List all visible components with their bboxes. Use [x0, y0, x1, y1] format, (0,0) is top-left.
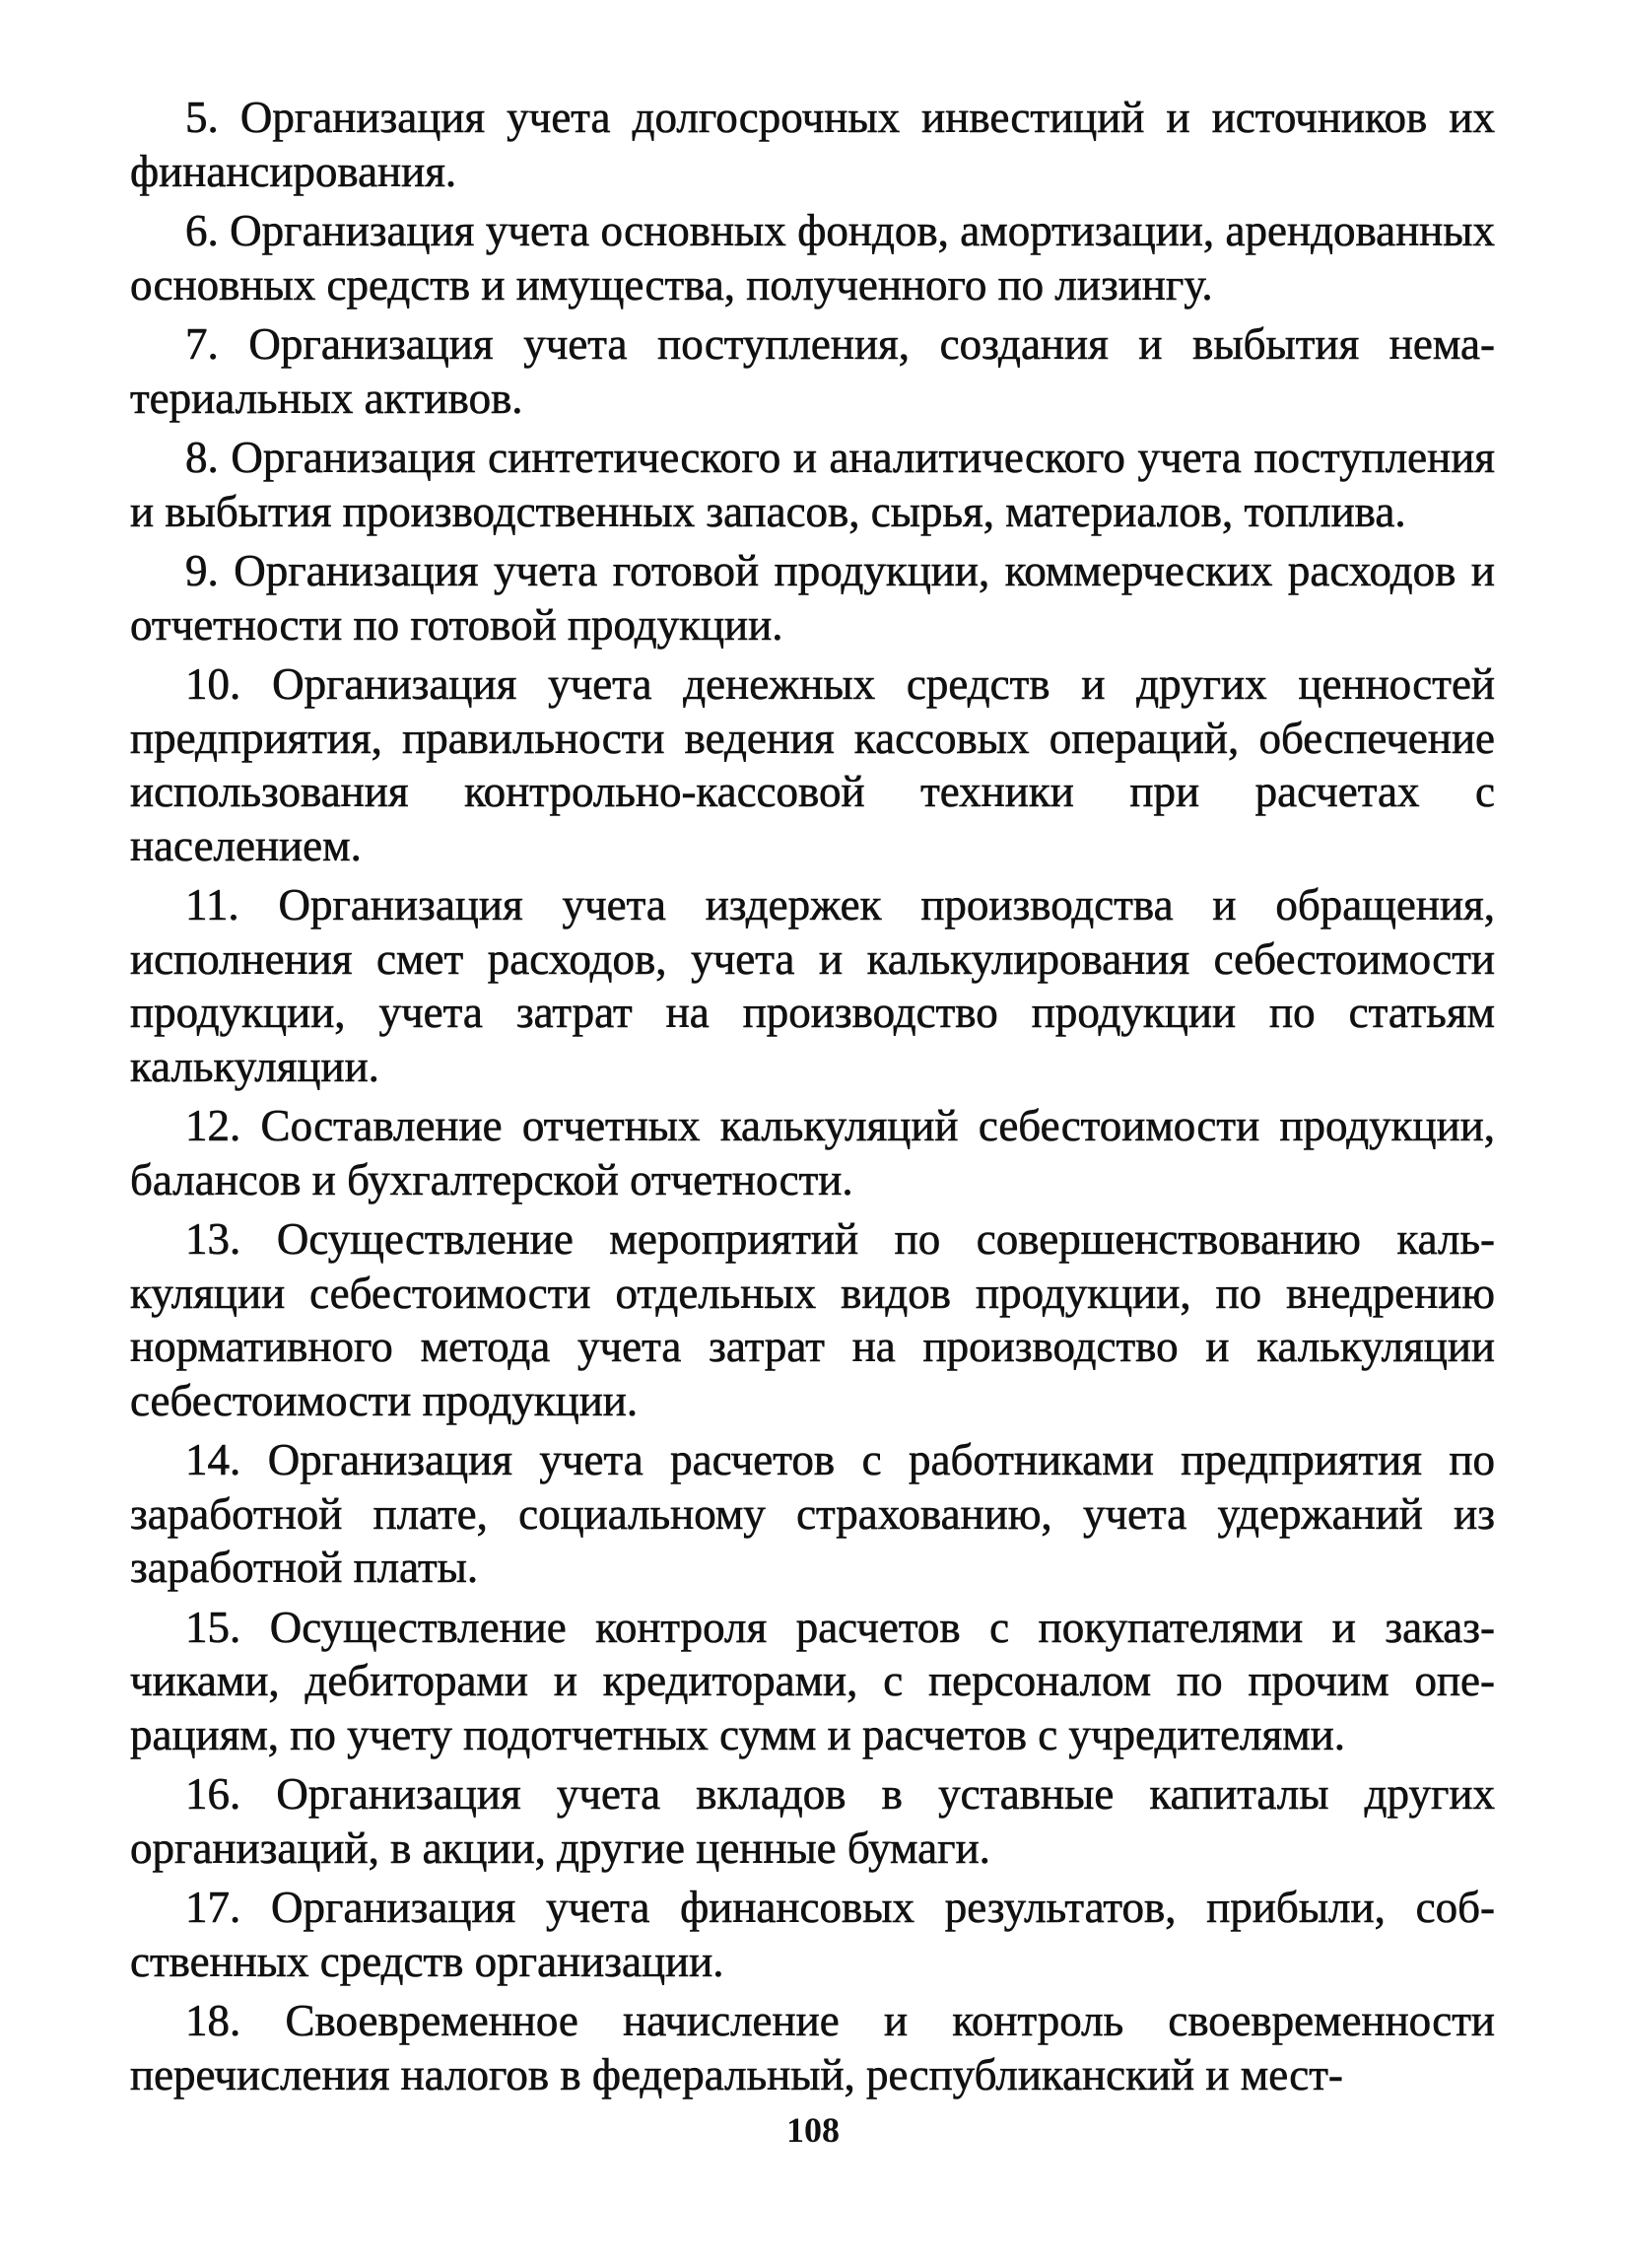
list-item-11: 11. Организация учета издержек производства и обращения, исполнения смет расходов, учета и калькулирования себестоимости продукции, учета затрат на производство продукции по статьям калькуляции. — [130, 880, 1495, 1091]
list-item-15: 15. Осуществление контроля расчетов с покупателями и заказчиками, дебиторами и кредиторами, с персоналом по прочим операциям, по учету подотчетных сумм и расчетов с учредителями. — [130, 1602, 1495, 1759]
page-body — [130, 91, 1495, 2107]
list-item-5: 5. Организация учета долгосрочных инвестиций и источников их финансирования. — [130, 93, 1495, 196]
list-item-12: 12. Составление отчетных калькуляций себестоимости продукции, балансов и бухгалтерской отчетности. — [130, 1101, 1495, 1204]
list-item-14: 14. Организация учета расчетов с работниками предприятия по заработной плате, социальному страхованию, учета удержаний из заработной платы. — [130, 1435, 1495, 1592]
list-item-13: 13. Осуществление мероприятий по совершенствованию калькуляции себестоимости отдельных видов продукции, по внедрению нормативного метода учета затрат на производство и калькуляции себестоимости продукции. — [130, 1214, 1495, 1425]
page-number: 108 — [786, 2110, 840, 2150]
list-item-10: 10. Организация учета денежных средств и других ценностей предприятия, правильности ведения кассовых операций, обеспечение использования контрольно-кассовой техники при расчетах с населением. — [130, 659, 1495, 870]
list-item-18: 18. Своевременное начисление и контроль своевременности перечисления налогов в федеральный, республиканский и мест- — [130, 1996, 1495, 2099]
list-item-6: 6. Организация учета основных фондов, амортизации, арендованных основных средств и имущества, полученного по лизингу. — [130, 206, 1495, 309]
list-item-9: 9. Организация учета готовой продукции, коммерческих расходов и отчетности по готовой продукции. — [130, 546, 1495, 650]
list-item-16: 16. Организация учета вкладов в уставные капиталы других организаций, в акции, другие ценные бумаги. — [130, 1769, 1495, 1873]
list-item-7: 7. Организация учета поступления, создания и выбытия нематериальных активов. — [130, 319, 1495, 423]
list-item-17: 17. Организация учета финансовых результатов, прибыли, собственных средств организации. — [130, 1883, 1495, 1986]
list-item-8: 8. Организация синтетического и аналитического учета поступления и выбытия производственных запасов, сырья, материалов, топлива. — [130, 433, 1495, 536]
